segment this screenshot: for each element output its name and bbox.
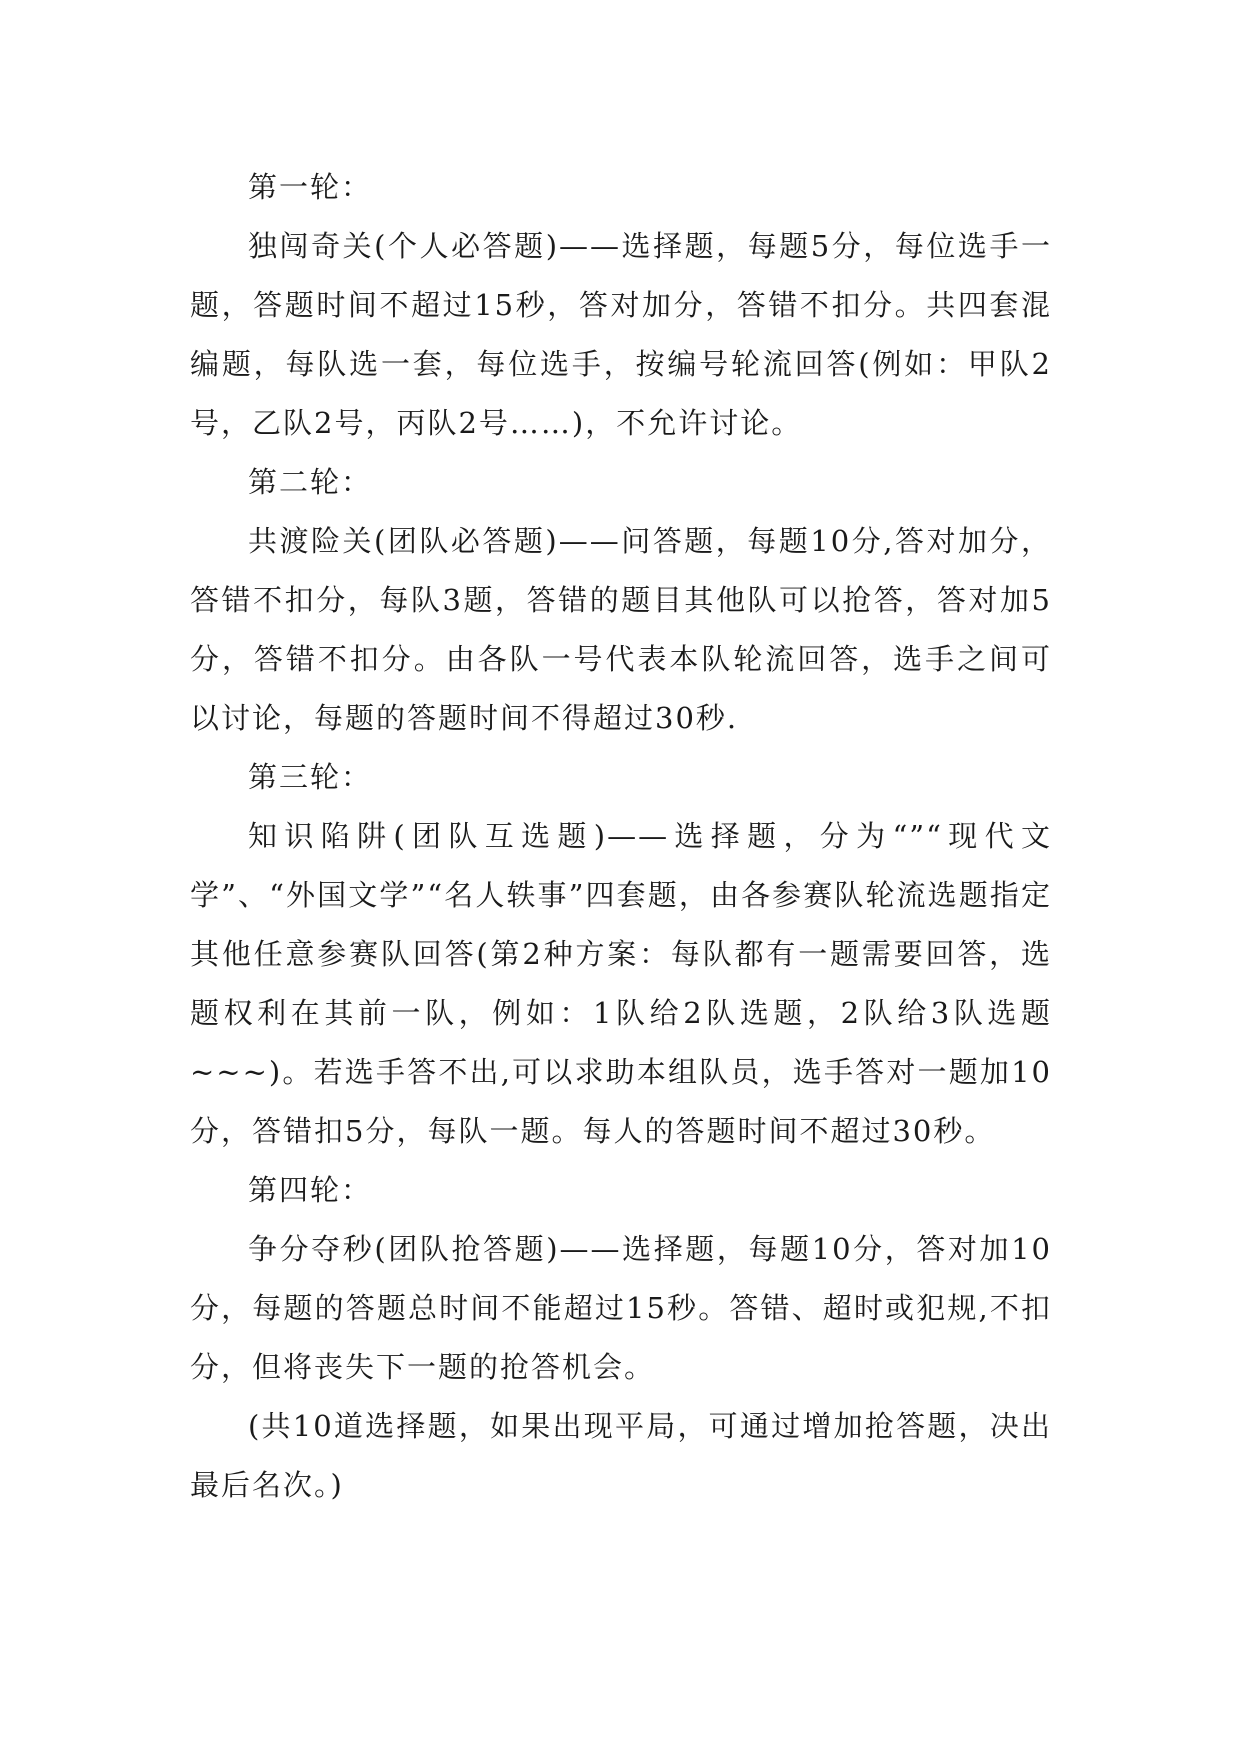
round-1-description: 独闯奇关(个人必答题)——选择题，每题5分，每位选手一题，答题时间不超过15秒，答对加分，答错不扣分。共四套混编题，每队选一套，每位选手，按编号轮流回答(例如：甲队2号，乙队2号，丙队2号……)，不允许讨论。 xyxy=(190,229,1052,440)
document-body xyxy=(190,158,1052,1515)
round-3-description: 知识陷阱(团队互选题)——选择题，分为“”“现代文学”、“外国文学”“名人轶事”四套题，由各参赛队轮流选题指定其他任意参赛队回答(第2种方案：每队都有一题需要回答，选题权利在其前一队，例如：1队给2队选题，2队给3队选题~~~)。若选手答不出,可以求助本组队员，选手答对一题加10分，答错扣5分，每队一题。每人的答题时间不超过30秒。 xyxy=(190,819,1052,1148)
round-3-heading: 第三轮： xyxy=(248,760,373,794)
round-1-heading: 第一轮： xyxy=(248,170,373,204)
round-4-description: 争分夺秒(团队抢答题)——选择题，每题10分，答对加10分，每题的答题总时间不能超过15秒。答错、超时或犯规,不扣分，但将丧失下一题的抢答机会。 xyxy=(190,1232,1052,1384)
round-4-heading: 第四轮： xyxy=(248,1173,373,1207)
round-2-description: 共渡险关(团队必答题)——问答题，每题10分,答对加分，答错不扣分，每队3题，答错的题目其他队可以抢答，答对加5分，答错不扣分。由各队一号代表本队轮流回答，选手之间可以讨论，每题的答题时间不得超过30秒. xyxy=(190,524,1052,735)
round-4-note: (共10道选择题，如果出现平局，可通过增加抢答题，决出最后名次。) xyxy=(190,1409,1052,1502)
round-2-heading: 第二轮： xyxy=(248,465,373,499)
